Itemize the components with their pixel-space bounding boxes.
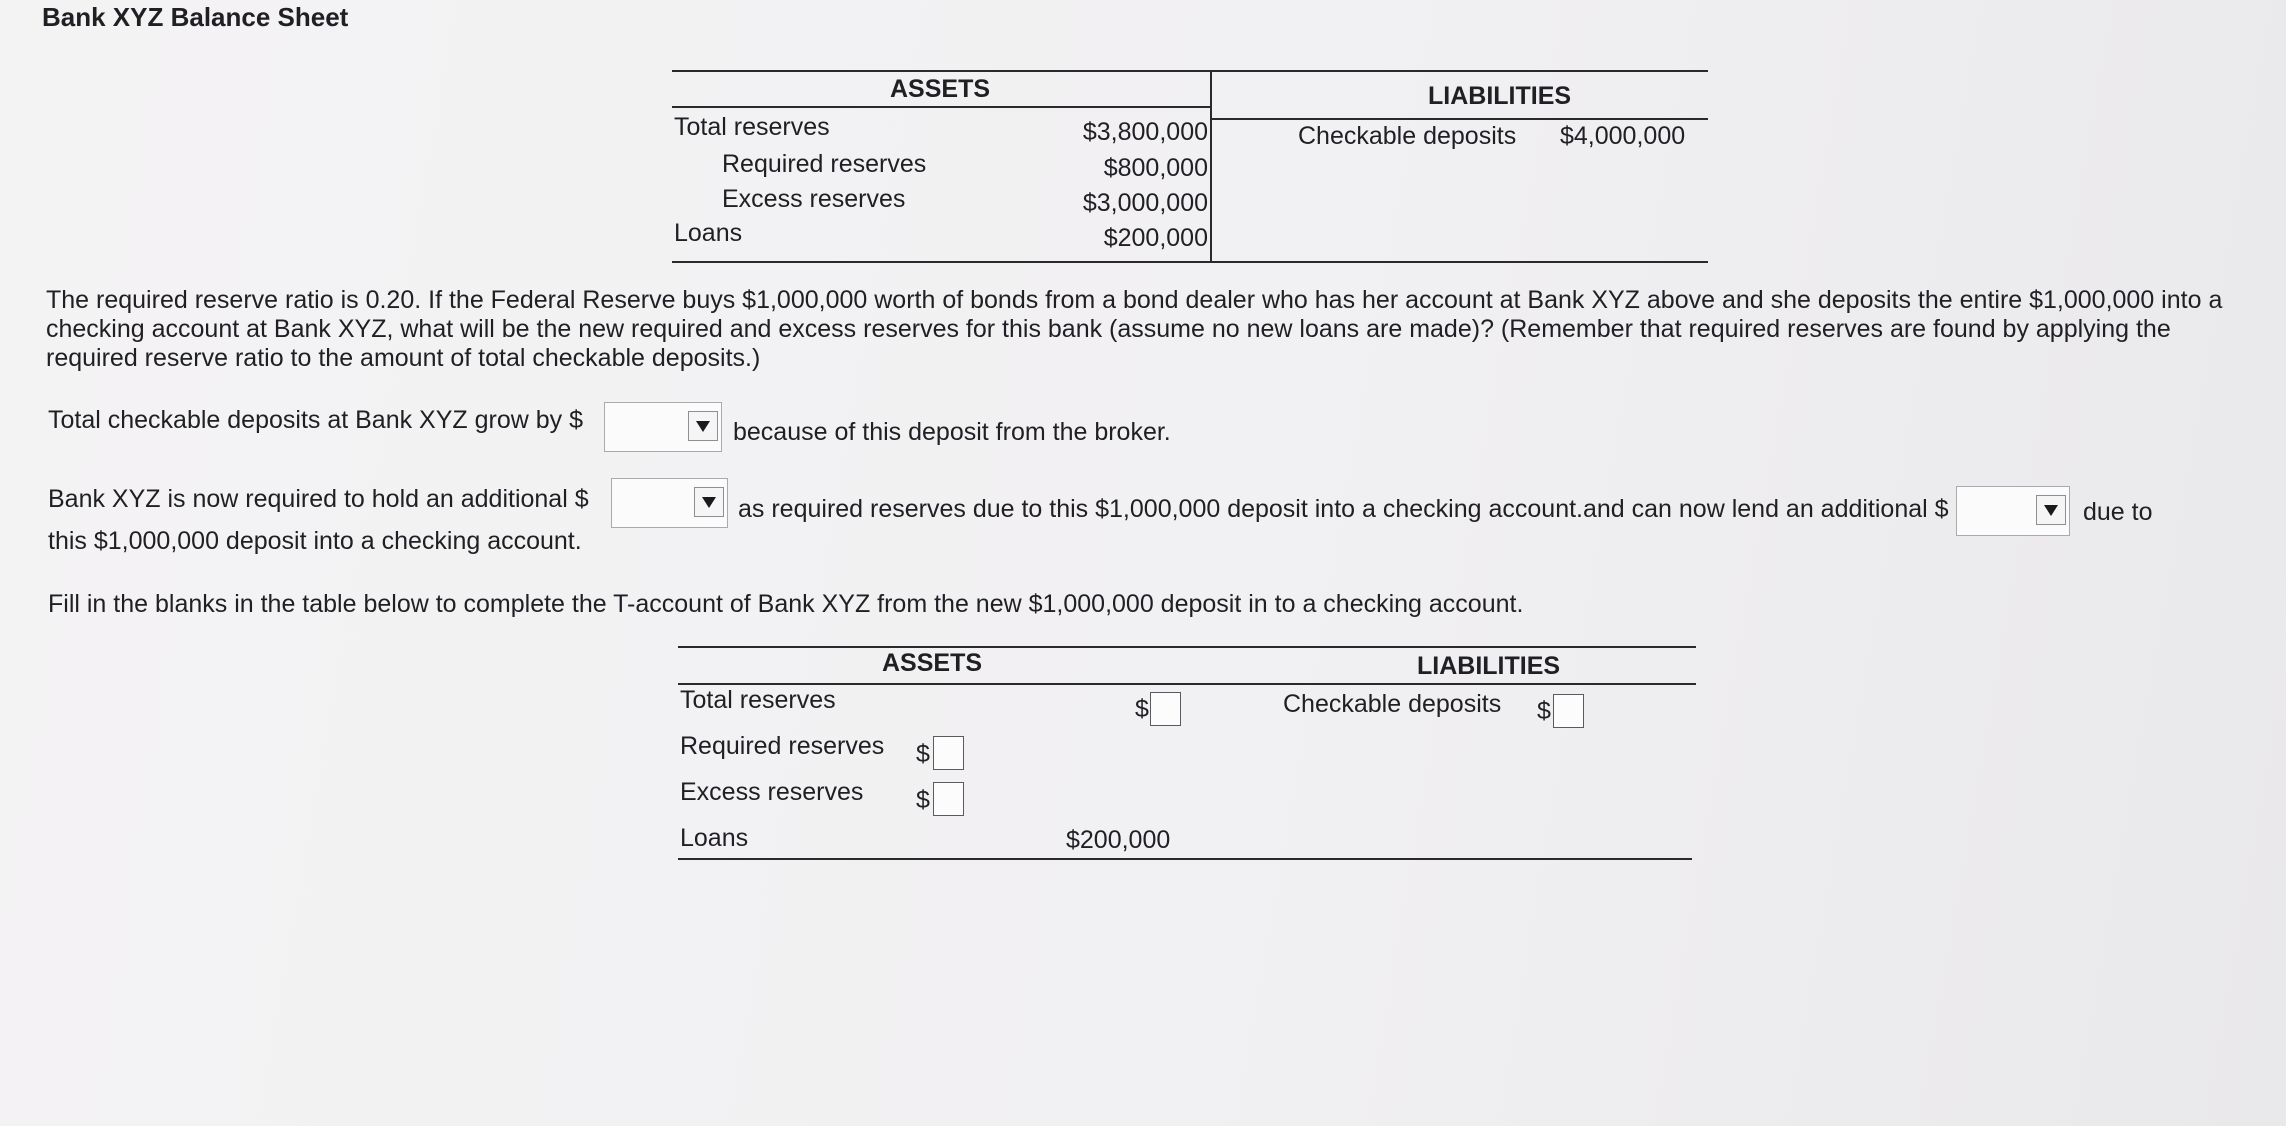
sheet2-assets-header: ASSETS [882, 649, 983, 677]
excess-reserves-input[interactable] [933, 782, 964, 816]
sheet1-row-label: Loans [674, 219, 743, 247]
sheet2-total-reserves-label: Total reserves [680, 686, 836, 714]
sheet1-row-value: $3,800,000 [1082, 118, 1208, 146]
currency-symbol: $ [916, 740, 930, 768]
page-title: Bank XYZ Balance Sheet [42, 2, 349, 32]
required-reserves-input[interactable] [933, 736, 964, 770]
question-paragraph: The required reserve ratio is 0.20. If the Federal Reserve buys $1,000,000 worth of bonds from a bond dealer who has her account at Bank XYZ above and she deposits the entire $1,000,000 into a checking account at Bank XYZ, what will be the new required and excess reserves for this bank (assume no new loans are made)? (Remember that required reserves are found by applying the required reserve ratio to the amount of total checkable deposits.) [46, 286, 2223, 372]
sheet2-liability-label: Checkable deposits [1283, 690, 1502, 718]
deposit-growth-dropdown[interactable] [604, 402, 722, 452]
sheet2-loans-label: Loans [680, 824, 749, 852]
q1-text-before: Total checkable deposits at Bank XYZ grow by $ [48, 406, 584, 434]
total-reserves-input[interactable] [1150, 692, 1181, 726]
sheet2-liabilities-header: LIABILITIES [1417, 652, 1561, 680]
sheet2-top-rule [678, 646, 1696, 648]
lend-additional-dropdown[interactable] [1956, 486, 2070, 536]
currency-symbol: $ [1537, 697, 1551, 725]
sheet2-bottom-rule [678, 858, 1692, 860]
triangle-down-icon[interactable] [688, 411, 718, 441]
q2-text-after: due to [2083, 498, 2153, 526]
sheet1-liability-value: $4,000,000 [1560, 122, 1686, 150]
sheet1-assets-underline [672, 106, 1212, 108]
checkable-deposits-input[interactable] [1553, 694, 1584, 728]
sheet1-row-value: $800,000 [1103, 154, 1208, 182]
sheet1-row-value: $200,000 [1103, 224, 1208, 252]
currency-symbol: $ [1135, 695, 1149, 723]
sheet2-excess-reserves-label: Excess reserves [680, 778, 864, 806]
sheet1-row-label: Excess reserves [722, 185, 906, 213]
q2-text-middle: as required reserves due to this $1,000,000 deposit into a checking account.and can now lend an additional $ [738, 495, 1949, 523]
sheet1-liabilities-header: LIABILITIES [1428, 82, 1572, 110]
triangle-down-icon[interactable] [2036, 495, 2066, 525]
q1-text-after: because of this deposit from the broker. [733, 418, 1171, 446]
sheet1-top-rule [672, 70, 1708, 72]
sheet1-row-value: $3,000,000 [1082, 189, 1208, 217]
sheet1-row-label: Total reserves [674, 113, 830, 141]
triangle-down-icon[interactable] [694, 487, 724, 517]
instruction-text: Fill in the blanks in the table below to complete the T-account of Bank XYZ from the new $1,000,000 deposit in to a checking account. [48, 590, 1524, 618]
currency-symbol: $ [916, 786, 930, 814]
sheet2-header-rule [678, 683, 1696, 685]
sheet1-liabilities-underline [1212, 118, 1708, 120]
q2-text-before: Bank XYZ is now required to hold an additional $ [48, 485, 589, 513]
sheet1-row-label: Required reserves [722, 150, 927, 178]
required-reserves-dropdown[interactable] [611, 478, 728, 528]
sheet1-assets-header: ASSETS [890, 75, 991, 103]
sheet2-loans-value: $200,000 [1066, 826, 1171, 854]
q2-text-line2: this $1,000,000 deposit into a checking account. [48, 527, 582, 555]
sheet2-required-reserves-label: Required reserves [680, 732, 885, 760]
sheet1-liability-label: Checkable deposits [1298, 122, 1517, 150]
sheet1-bottom-rule [672, 261, 1708, 263]
sheet1-divider [1210, 72, 1212, 261]
